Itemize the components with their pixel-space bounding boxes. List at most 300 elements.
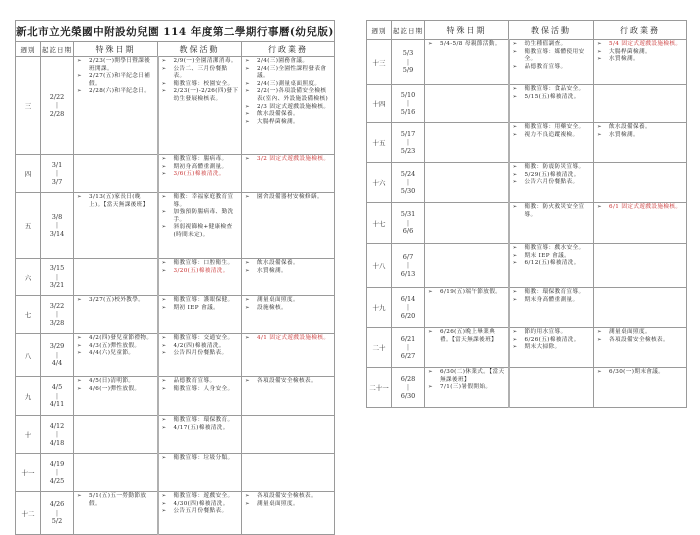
date-range: [41, 377, 74, 416]
list-item: ➢ 測量桌面照度。: [596, 329, 684, 337]
range-separator: |: [55, 430, 59, 439]
list-item: ➢ 5/1(五)五一勞動節放假。: [76, 493, 155, 508]
list-item: ➢ 節約用水宣導。: [512, 329, 592, 337]
list-item: ➢ 各項設備安全檢核表。: [596, 337, 684, 345]
date-range: [392, 123, 425, 163]
list-item: ➢ 衛教：幸福家庭教育宣導。: [161, 194, 240, 209]
admin-list: [242, 193, 334, 203]
list-item: ➢ 5/29(五)棉被清洗。: [512, 172, 592, 180]
activities-cell: [158, 454, 242, 492]
date-range: [41, 259, 74, 296]
list-item: ➢ 公告二、三月份餐點表。: [161, 66, 240, 81]
list-item: ➢ 3/27(五)校外教學。: [76, 297, 155, 305]
admin-cell: [594, 368, 687, 408]
start-date: 3/1: [51, 160, 63, 169]
list-item: ➢ 期初身高體重測量。: [161, 164, 240, 172]
special-list: [74, 334, 157, 359]
col-dates: 起訖日期: [41, 42, 74, 57]
header-row: [367, 21, 687, 40]
week-row: [367, 85, 687, 123]
col-special: 特殊日期: [74, 42, 158, 57]
date-range: [392, 85, 425, 123]
admin-cell: [594, 123, 687, 163]
week-row: [16, 416, 335, 454]
end-date: 5/9: [402, 66, 414, 75]
end-date: 3/7: [51, 177, 63, 186]
list-item: ➢ 3/13(五)家長日(晚上)。【當天無課後班】: [76, 194, 155, 209]
activities-list: [159, 259, 242, 276]
range-separator: |: [406, 138, 410, 147]
range-separator: |: [55, 169, 59, 178]
range-separator: |: [406, 303, 410, 312]
col-week: 週別: [367, 21, 392, 40]
special-list: [74, 259, 157, 261]
week-row: [16, 454, 335, 492]
list-item: ➢ 2/27(五)和平紀念日補假。: [76, 73, 155, 88]
list-item: ➢ 2/23(一)-2/26(四)發下幼生發展檢核表。: [161, 88, 240, 103]
activities-cell: [158, 492, 242, 535]
list-item: ➢ 品德教育宣導。: [161, 378, 240, 386]
activities-list: [510, 244, 594, 269]
special-list: [425, 244, 508, 246]
special-list: [74, 377, 157, 394]
activities-list: [510, 368, 594, 370]
week-label: 八: [16, 334, 41, 377]
list-item: ➢ 衛教宣導：護眼保健。: [161, 297, 240, 305]
list-item: ➢ 公告六月份餐點表。: [512, 179, 592, 187]
special-dates-cell: [425, 123, 509, 163]
special-dates-cell: [74, 155, 158, 193]
range-separator: |: [55, 310, 59, 319]
admin-list: [594, 368, 686, 378]
list-item: ➢ 6/26(五)棉被清洗。: [512, 337, 592, 345]
activities-cell: [158, 334, 242, 377]
list-item: ➢ 衛教宣導：校園安全。: [161, 81, 240, 89]
admin-list: [594, 288, 686, 290]
activities-list: [159, 155, 242, 180]
special-list: [74, 296, 157, 306]
week-label: 十四: [367, 85, 392, 123]
admin-cell: [242, 454, 335, 492]
week-label: 九: [16, 377, 41, 416]
special-dates-cell: [425, 244, 509, 288]
activities-list: [510, 163, 594, 188]
range-separator: |: [406, 178, 410, 187]
list-item: ➢ 衛教宣導：戲水安全。: [512, 245, 592, 253]
list-item: ➢ 5/4 固定式遊戲設施檢核。: [596, 41, 684, 49]
list-item: ➢ 2/9(一)全園清潔消毒。: [161, 58, 240, 66]
activities-cell: [509, 123, 594, 163]
list-item: ➢ 2/4(三)園務會議。: [244, 58, 332, 66]
week-label: 十三: [367, 40, 392, 85]
special-dates-cell: [74, 296, 158, 334]
week-label: 十九: [367, 288, 392, 328]
list-item: ➢ 6/30(二)休業式。【當天無課後班】: [427, 369, 506, 384]
col-activities: 教保活動: [158, 42, 242, 57]
admin-cell: [594, 40, 687, 85]
col-admin: 行政業務: [242, 42, 335, 57]
special-dates-cell: [74, 492, 158, 535]
list-item: ➢ 衛教宣導：遊戲安全。: [161, 493, 240, 501]
week-label: 三: [16, 57, 41, 155]
list-item: ➢ 4/30(四)棉被清洗。: [161, 501, 240, 509]
admin-cell: [242, 334, 335, 377]
week-row: [16, 492, 335, 535]
activities-cell: [509, 288, 594, 328]
col-dates: 起訖日期: [392, 21, 425, 40]
start-date: 2/22: [49, 92, 65, 101]
date-range: [41, 193, 74, 259]
week-label: 十七: [367, 203, 392, 244]
special-dates-cell: [425, 40, 509, 85]
admin-list: [594, 123, 686, 140]
activities-cell: [158, 259, 242, 296]
special-dates-cell: [425, 368, 509, 408]
week-label: 十五: [367, 123, 392, 163]
list-item: ➢ 6/1 固定式遊戲設施檢核。: [596, 204, 684, 212]
start-date: 4/12: [49, 421, 65, 430]
activities-cell: [509, 244, 594, 288]
activities-cell: [158, 155, 242, 193]
week-row: [367, 368, 687, 408]
date-range: [41, 492, 74, 535]
col-activities: 教保活動: [509, 21, 594, 40]
week-row: [16, 377, 335, 416]
end-date: 4/4: [51, 359, 63, 368]
list-item: ➢ 衛教宣導：環保教育。: [161, 417, 240, 425]
end-date: 6/13: [400, 269, 416, 278]
end-date: 2/28: [49, 109, 65, 118]
list-item: ➢ 衛教：防火救災安全宣導。: [512, 204, 592, 219]
activities-cell: [509, 163, 594, 203]
activities-list: [159, 296, 242, 313]
admin-cell: [594, 85, 687, 123]
activities-list: [510, 123, 594, 140]
list-item: ➢ 2/28(六)和平紀念日。: [76, 88, 155, 96]
end-date: 6/6: [402, 227, 414, 236]
activities-cell: [509, 368, 594, 408]
list-item: ➢ 期初 IEP 會議。: [161, 305, 240, 313]
list-item: ➢ 加強預防腸病毒、勤洗手。: [161, 209, 240, 224]
week-label: 十: [16, 416, 41, 454]
special-list: [425, 288, 508, 298]
end-date: 6/27: [400, 351, 416, 360]
admin-list: [594, 40, 686, 65]
activities-list: [159, 416, 242, 433]
week-row: [367, 244, 687, 288]
start-date: 6/21: [400, 334, 416, 343]
start-date: 3/29: [49, 342, 65, 351]
admin-list: [242, 57, 334, 127]
activities-cell: [158, 193, 242, 259]
list-item: ➢ 水質檢測。: [596, 56, 684, 64]
list-item: ➢ 測量桌面照度。: [244, 501, 332, 509]
list-item: ➢ 4/1 固定式遊戲設施檢核。: [244, 335, 332, 343]
calendar-table-left: [15, 20, 335, 535]
activities-cell: [509, 85, 594, 123]
date-range: [392, 163, 425, 203]
special-list: [425, 163, 508, 165]
end-date: 5/2: [51, 517, 63, 526]
range-separator: |: [55, 508, 59, 517]
activities-list: [159, 377, 242, 394]
list-item: ➢ 4/6(一)彈性放假。: [76, 386, 155, 394]
date-range: [392, 368, 425, 408]
special-list: [74, 193, 157, 210]
date-range: [392, 40, 425, 85]
range-separator: |: [55, 350, 59, 359]
special-list: [425, 203, 508, 205]
date-range: [392, 244, 425, 288]
list-item: ➢ 4/5(日)清明節。: [76, 378, 155, 386]
list-item: ➢ 2/2(一)各項設備安全檢核表(室內、外設施設備檢核): [244, 88, 332, 103]
date-range: [41, 334, 74, 377]
activities-cell: [158, 416, 242, 454]
list-item: ➢ 6/12(五)棉被清洗。: [512, 260, 592, 268]
range-separator: |: [55, 272, 59, 281]
header-row: [16, 42, 335, 57]
activities-cell: [158, 57, 242, 155]
week-label: 七: [16, 296, 41, 334]
range-separator: |: [406, 261, 410, 270]
admin-list: [594, 163, 686, 165]
list-item: ➢ 衛教宣導：垃圾分類。: [161, 455, 240, 463]
list-item: ➢ 3/6(五)棉被清洗。: [161, 171, 240, 179]
activities-list: [510, 40, 594, 72]
list-item: ➢ 4/3(五)彈性放假。: [76, 343, 155, 351]
range-separator: |: [406, 99, 410, 108]
list-item: ➢ 測量桌面照度。: [244, 297, 332, 305]
date-range: [41, 454, 74, 492]
admin-list: [594, 328, 686, 345]
end-date: 3/21: [49, 281, 65, 290]
activities-cell: [158, 296, 242, 334]
admin-cell: [242, 296, 335, 334]
date-range: [392, 203, 425, 244]
list-item: ➢ 7/1(三)暑假開始。: [427, 384, 506, 392]
list-item: ➢ 衛教：防震防災宣導。: [512, 164, 592, 172]
admin-list: [242, 377, 334, 387]
list-item: ➢ 2/3 固定式遊戲設施檢核。: [244, 104, 332, 112]
list-item: ➢ 大腸桿菌檢測。: [244, 119, 332, 127]
list-item: ➢ 3/20(五)棉被清洗。: [161, 268, 240, 276]
special-dates-cell: [425, 328, 509, 368]
week-row: [16, 334, 335, 377]
admin-cell: [242, 377, 335, 416]
list-item: ➢ 斜弱視篩檢+健康檢查(時間未定)。: [161, 224, 240, 239]
admin-cell: [594, 203, 687, 244]
start-date: 5/24: [400, 169, 416, 178]
special-dates-cell: [425, 288, 509, 328]
admin-list: [594, 203, 686, 213]
list-item: ➢ 幼生種值調查。: [512, 41, 592, 49]
special-list: [425, 328, 508, 345]
range-separator: |: [406, 218, 410, 227]
list-item: ➢ 衛教：環保教育宣導。: [512, 289, 592, 297]
list-item: ➢ 期末身高體重測量。: [512, 297, 592, 305]
special-list: [74, 454, 157, 456]
week-row: [16, 193, 335, 259]
start-date: 3/22: [49, 301, 65, 310]
list-item: ➢ 各項設備安全檢核表。: [244, 378, 332, 386]
special-list: [74, 57, 157, 97]
admin-cell: [594, 163, 687, 203]
admin-list: [242, 259, 334, 276]
activities-cell: [509, 328, 594, 368]
list-item: ➢ 衛教宣導：人身安全。: [161, 386, 240, 394]
start-date: 5/10: [400, 90, 416, 99]
range-separator: |: [55, 391, 59, 400]
list-item: ➢ 6/26(五)晚上畢業典禮。【當天無課後班】: [427, 329, 506, 344]
date-range: [41, 416, 74, 454]
admin-cell: [594, 328, 687, 368]
list-item: ➢ 公告五月份餐點表。: [161, 508, 240, 516]
list-item: ➢ 衛教宣導：腸病毒。: [161, 156, 240, 164]
special-dates-cell: [74, 57, 158, 155]
range-separator: |: [406, 343, 410, 352]
week-label: 二十一: [367, 368, 392, 408]
week-row: [367, 328, 687, 368]
list-item: ➢ 設施檢核。: [244, 305, 332, 313]
list-item: ➢ 衛教宣導：用藥安全。: [512, 124, 592, 132]
list-item: ➢ 2/4(三)測量桌面照度。: [244, 81, 332, 89]
admin-cell: [242, 155, 335, 193]
date-range: [392, 288, 425, 328]
week-label: 五: [16, 193, 41, 259]
activities-cell: [509, 40, 594, 85]
special-list: [74, 416, 157, 418]
special-dates-cell: [74, 259, 158, 296]
special-dates-cell: [425, 85, 509, 123]
week-label: 四: [16, 155, 41, 193]
special-dates-cell: [74, 334, 158, 377]
admin-cell: [242, 492, 335, 535]
list-item: ➢ 品德教育宣導。: [512, 64, 592, 72]
date-range: [392, 328, 425, 368]
admin-cell: [242, 259, 335, 296]
special-dates-cell: [74, 454, 158, 492]
start-date: 3/15: [49, 264, 65, 273]
admin-cell: [242, 57, 335, 155]
start-date: 6/28: [400, 374, 416, 383]
list-item: ➢ 期末 IEP 會議。: [512, 253, 592, 261]
special-dates-cell: [74, 193, 158, 259]
activities-list: [510, 85, 594, 102]
admin-cell: [594, 288, 687, 328]
list-item: ➢ 4/2(四)發兒童節禮物。: [76, 335, 155, 343]
list-item: ➢ 6/30(一)期末會議。: [596, 369, 684, 377]
special-list: [425, 123, 508, 125]
end-date: 4/18: [49, 438, 65, 447]
col-special: 特殊日期: [425, 21, 509, 40]
list-item: ➢ 公告四月份餐點表。: [161, 350, 240, 358]
list-item: ➢ 飲水設備保養。: [244, 111, 332, 119]
range-separator: |: [55, 101, 59, 110]
activities-list: [159, 492, 242, 517]
list-item: ➢ 期末大掃除。: [512, 344, 592, 352]
list-item: ➢ 各項設備安全檢核表。: [244, 493, 332, 501]
activities-list: [159, 454, 242, 464]
week-row: [16, 57, 335, 155]
activities-list: [510, 288, 594, 305]
list-item: ➢ 4/4(六)兒童節。: [76, 350, 155, 358]
end-date: 5/23: [400, 146, 416, 155]
admin-list: [242, 416, 334, 418]
document-title: 新北市立光榮國中附設幼兒園 114 年度第二學期行事曆(幼兒版): [16, 21, 335, 42]
week-row: [367, 163, 687, 203]
list-item: ➢ 水質檢測。: [596, 132, 684, 140]
admin-list: [242, 454, 334, 456]
week-row: [367, 123, 687, 163]
list-item: ➢ 飲水設備保養。: [596, 124, 684, 132]
date-range: [41, 296, 74, 334]
end-date: 6/30: [400, 391, 416, 400]
list-item: ➢ 水質檢測。: [244, 268, 332, 276]
start-date: 4/19: [49, 459, 65, 468]
end-date: 4/25: [49, 476, 65, 485]
admin-list: [242, 155, 334, 165]
list-item: ➢ 衛教宣導：交通安全。: [161, 335, 240, 343]
admin-list: [242, 334, 334, 344]
list-item: ➢ 2/4(三)全園性課程發表會議。: [244, 66, 332, 81]
list-item: ➢ 4/17(五)棉被清洗。: [161, 425, 240, 433]
range-separator: |: [55, 468, 59, 477]
list-item: ➢ 2/23(一)開學日暨課後班開課。: [76, 58, 155, 73]
week-row: [367, 288, 687, 328]
week-label: 十八: [367, 244, 392, 288]
date-range: [41, 57, 74, 155]
activities-cell: [509, 203, 594, 244]
special-list: [425, 85, 508, 87]
admin-cell: [242, 416, 335, 454]
end-date: 5/30: [400, 186, 416, 195]
special-dates-cell: [425, 203, 509, 244]
special-list: [74, 155, 157, 157]
end-date: 4/11: [49, 400, 65, 409]
calendar-table-right: [366, 20, 687, 408]
week-row: [367, 203, 687, 244]
admin-list: [594, 244, 686, 246]
date-range: [41, 155, 74, 193]
admin-list: [242, 296, 334, 313]
range-separator: |: [406, 383, 410, 392]
activities-list: [159, 193, 242, 241]
special-dates-cell: [425, 163, 509, 203]
end-date: 6/20: [400, 311, 416, 320]
start-date: 5/3: [402, 49, 414, 58]
list-item: ➢ 5/4-5/8 母親節活動。: [427, 41, 506, 49]
list-item: ➢ 衛教宣導：食品安全。: [512, 86, 592, 94]
activities-list: [159, 57, 242, 105]
activities-list: [159, 334, 242, 359]
week-label: 六: [16, 259, 41, 296]
week-label: 二十: [367, 328, 392, 368]
special-list: [425, 40, 508, 50]
start-date: 6/14: [400, 294, 416, 303]
activities-cell: [158, 377, 242, 416]
col-admin: 行政業務: [594, 21, 687, 40]
admin-cell: [594, 244, 687, 288]
admin-list: [594, 85, 686, 87]
end-date: 3/28: [49, 318, 65, 327]
range-separator: |: [406, 57, 410, 66]
week-row: [16, 155, 335, 193]
start-date: 4/5: [51, 383, 63, 392]
start-date: 3/8: [51, 212, 63, 221]
list-item: ➢ 5/15(五)棉被清洗。: [512, 94, 592, 102]
week-label: 十六: [367, 163, 392, 203]
list-item: ➢ 大腸桿菌檢測。: [596, 49, 684, 57]
